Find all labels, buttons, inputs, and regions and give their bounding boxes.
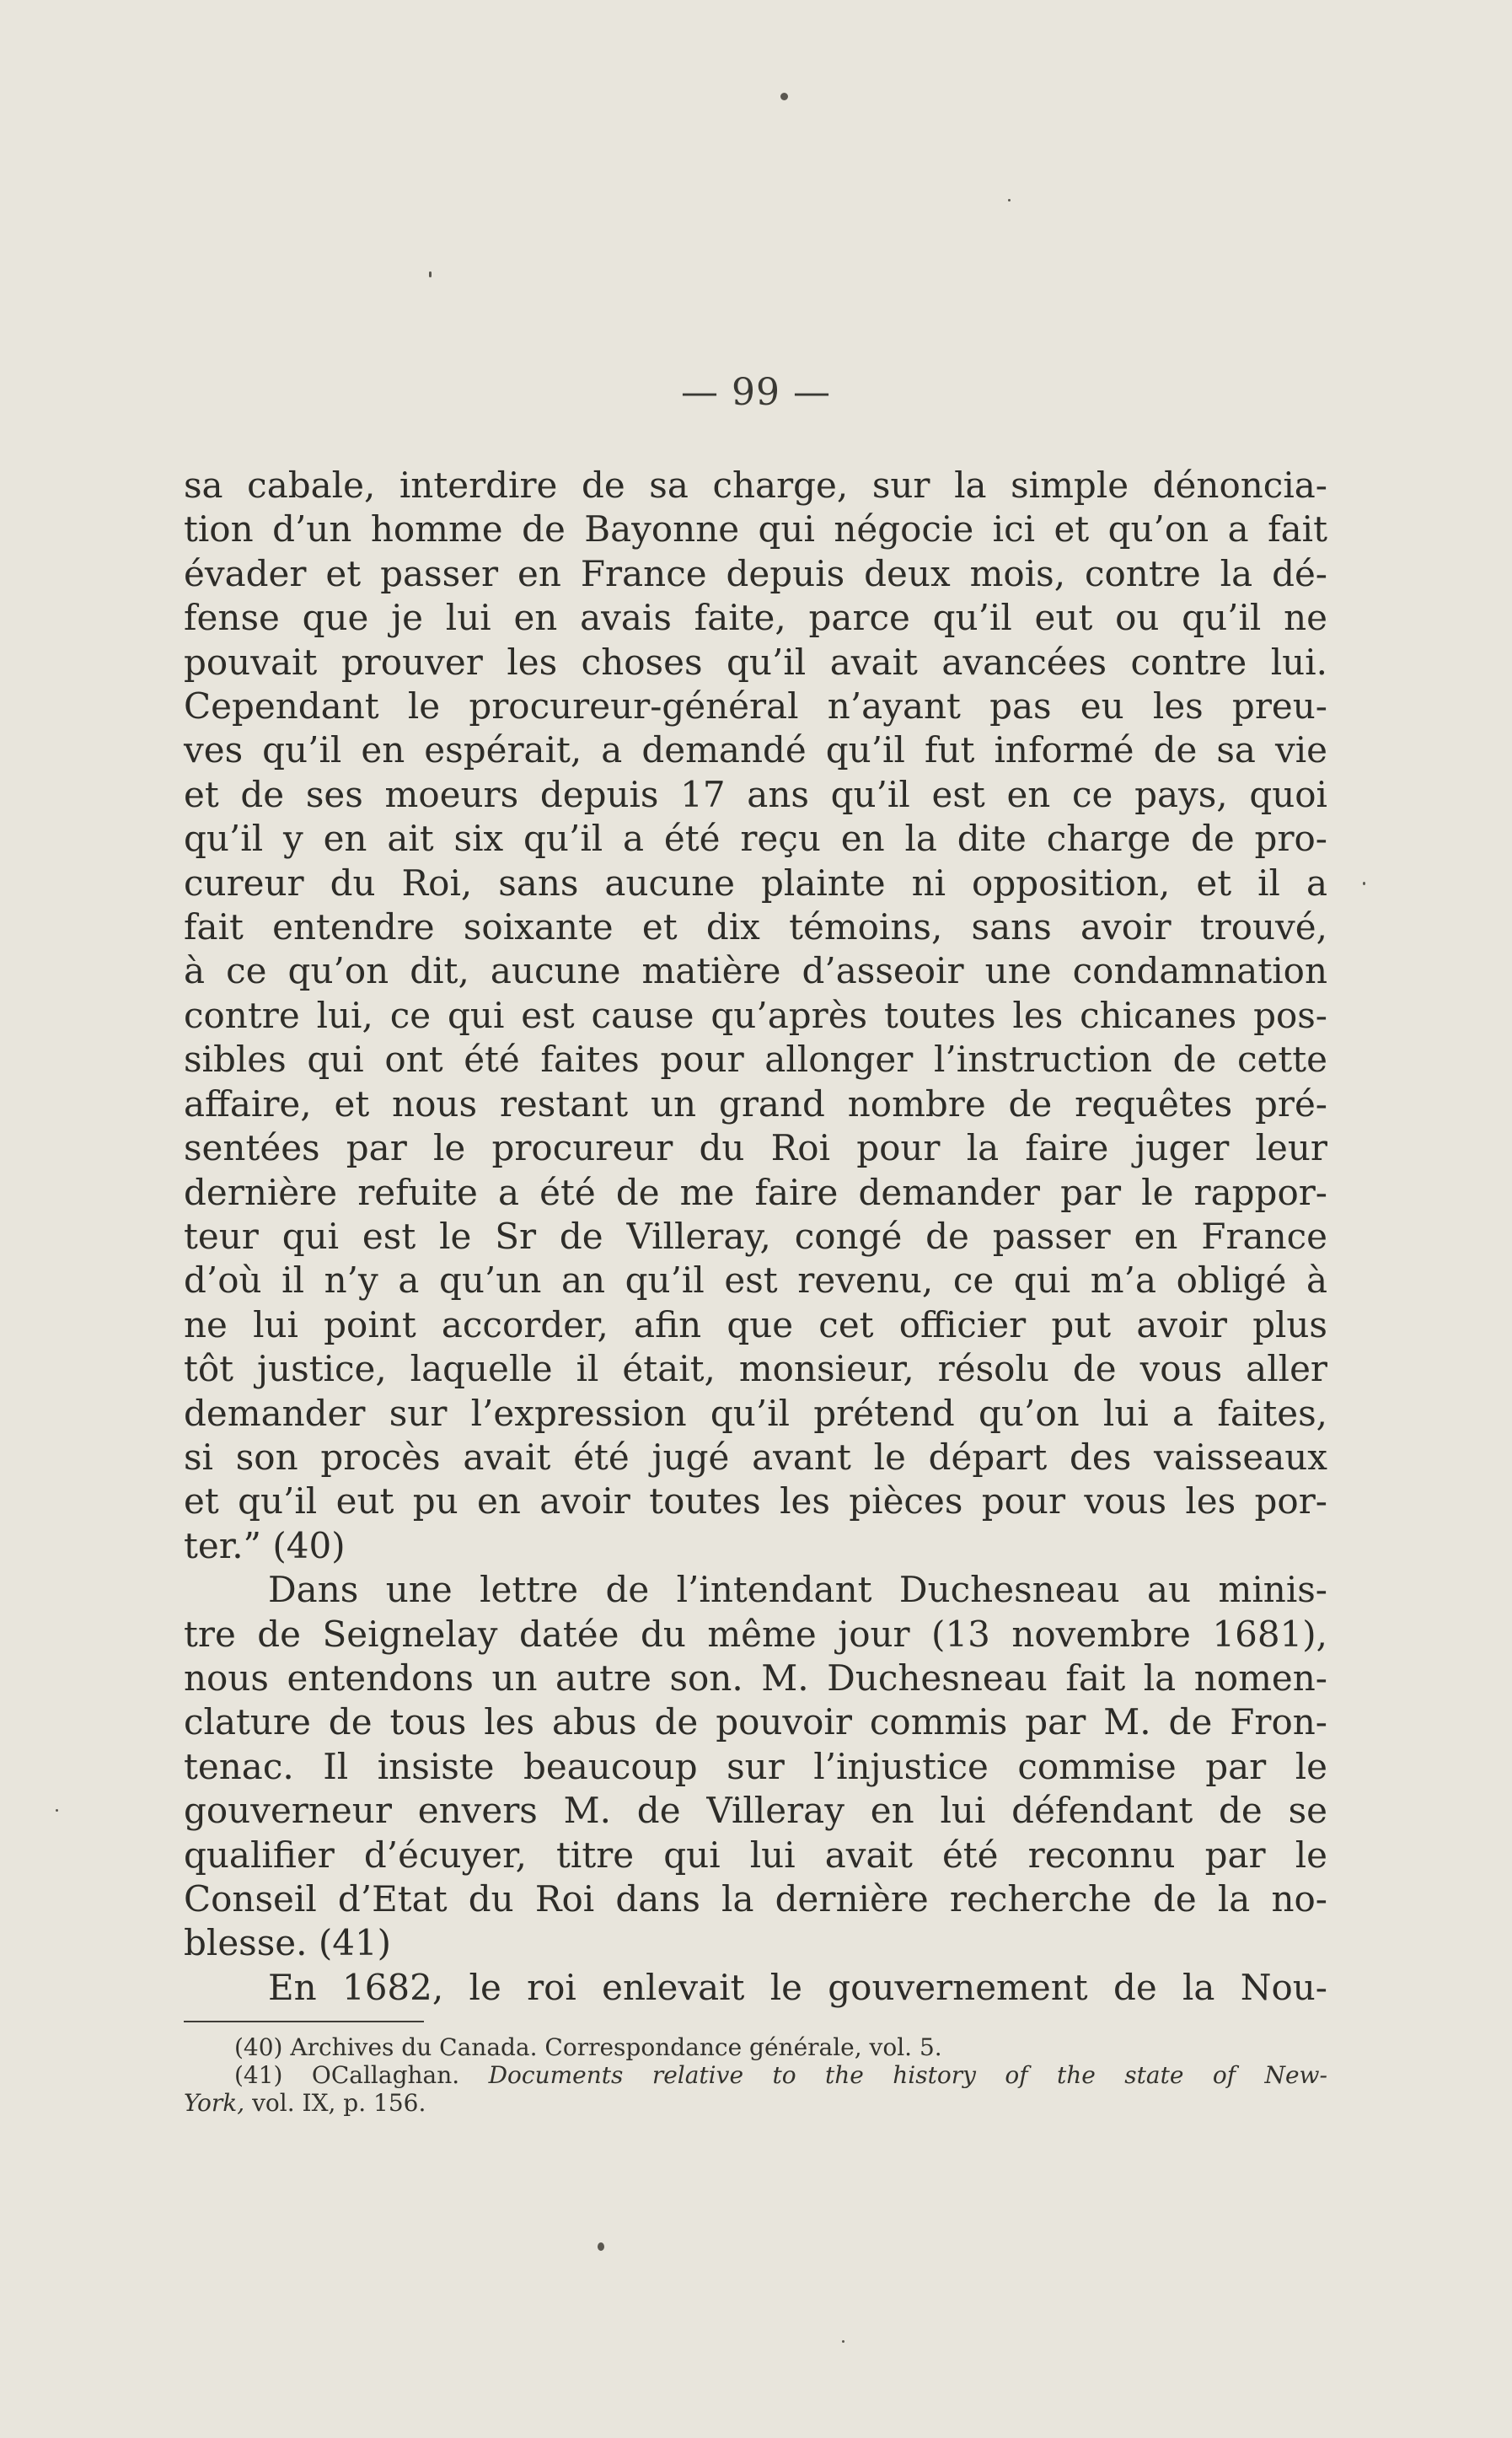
text-line: évader et passer en France depuis deux mois, contre la dé- (184, 552, 1327, 594)
text-line: Conseil d’Etat du Roi dans la dernière recherche de la no- (184, 1878, 1327, 1920)
text-line: qualifier d’écuyer, titre qui lui avait été reconnu par le (184, 1834, 1327, 1876)
paragraph-first-line: Dans une lettre de l’intendant Duchesneau au minis- (268, 1569, 1327, 1611)
footnote-41-title-cont: York, (184, 2089, 245, 2117)
text-line: Cependant le procureur-général n’ayant pas eu les preu- (184, 685, 1327, 728)
dust-speck (780, 93, 788, 100)
text-line: d’où il n’y a qu’un an qu’il est revenu, ce qui m’a obligé à (184, 1259, 1327, 1302)
footnote-41-continued (184, 2089, 1327, 2117)
text-line: tre de Seignelay datée du même jour (13 novembre 1681), (184, 1613, 1327, 1655)
text-line: et de ses moeurs depuis 17 ans qu’il est en ce pays, quoi (184, 773, 1327, 815)
footnotes (184, 2033, 1327, 2117)
text-line: ter.” (40) (184, 1524, 346, 1566)
text-line: sibles qui ont été faites pour allonger l’instruction de cette (184, 1039, 1327, 1081)
footnote-41-volume: vol. IX, p. 156. (244, 2089, 426, 2117)
text-line: demander sur l’expression qu’il prétend qu’on lui a faites, (184, 1392, 1327, 1434)
text-line: ne lui point accorder, afin que cet officier put avoir plus (184, 1303, 1327, 1345)
text-line: dernière refuite a été de me faire demander par le rappor- (184, 1171, 1327, 1213)
text-line: teur qui est le Sr de Villeray, congé de passer en France (184, 1215, 1327, 1257)
text-line: affaire, et nous restant un grand nombre de requêtes pré- (184, 1082, 1327, 1125)
dust-speck (1008, 199, 1011, 201)
text-line: clature de tous les abus de pouvoir commis par M. de Fron- (184, 1701, 1327, 1743)
text-line: blesse. (41) (184, 1922, 392, 1964)
text-line: contre lui, ce qui est cause qu’après toutes les chicanes pos- (184, 994, 1327, 1036)
dust-speck (429, 271, 432, 277)
dust-speck (56, 1809, 58, 1812)
text-line: et qu’il eut pu en avoir toutes les pièces pour vous les por- (184, 1480, 1327, 1522)
dust-speck (1363, 882, 1365, 885)
text-line: pouvait prouver les choses qu’il avait avancées contre lui. (184, 641, 1327, 683)
text-line: si son procès avait été jugé avant le départ des vaisseaux (184, 1436, 1327, 1478)
text-line: à ce qu’on dit, aucune matière d’asseoir une condamnation (184, 950, 1327, 992)
footnote-41-author: (41) OCallaghan. (234, 2061, 489, 2089)
body-text (184, 464, 1327, 2010)
text-line: cureur du Roi, sans aucune plainte ni opposition, et il a (184, 862, 1327, 904)
dust-speck (842, 2340, 844, 2343)
text-line: fense que je lui en avais faite, parce qu’il eut ou qu’il ne (184, 597, 1327, 639)
text-line: tôt justice, laquelle il était, monsieur, résolu de vous aller (184, 1348, 1327, 1390)
text-line: fait entendre soixante et dix témoins, sans avoir trouvé, (184, 906, 1327, 948)
dust-speck (598, 2242, 604, 2251)
footnote-41 (184, 2061, 1327, 2089)
paragraph-first-line: En 1682, le roi enlevait le gouvernement de la Nou- (268, 1966, 1327, 2008)
page-number: — 99 — (681, 371, 831, 414)
text-line: tenac. Il insiste beaucoup sur l’injustice commise par le (184, 1745, 1327, 1787)
footnote-separator (184, 2021, 424, 2022)
text-line: sa cabale, interdire de sa charge, sur la simple dénoncia- (184, 465, 1327, 506)
text-line: sentées par le procureur du Roi pour la faire juger leur (184, 1127, 1327, 1169)
text-line: nous entendons un autre son. M. Duchesneau fait la nomen- (184, 1657, 1327, 1699)
footnote-40: (40) Archives du Canada. Correspondance générale, vol. 5. (234, 2033, 942, 2061)
text-line: qu’il y en ait six qu’il a été reçu en la dite charge de pro- (184, 818, 1327, 860)
text-line: ves qu’il en espérait, a demandé qu’il fut informé de sa vie (184, 729, 1327, 771)
footnote-41-title: Documents relative to the history of the state of New- (488, 2061, 1327, 2089)
text-line: gouverneur envers M. de Villeray en lui défendant de se (184, 1790, 1327, 1832)
text-line: tion d’un homme de Bayonne qui négocie ici et qu’on a fait (184, 508, 1327, 550)
